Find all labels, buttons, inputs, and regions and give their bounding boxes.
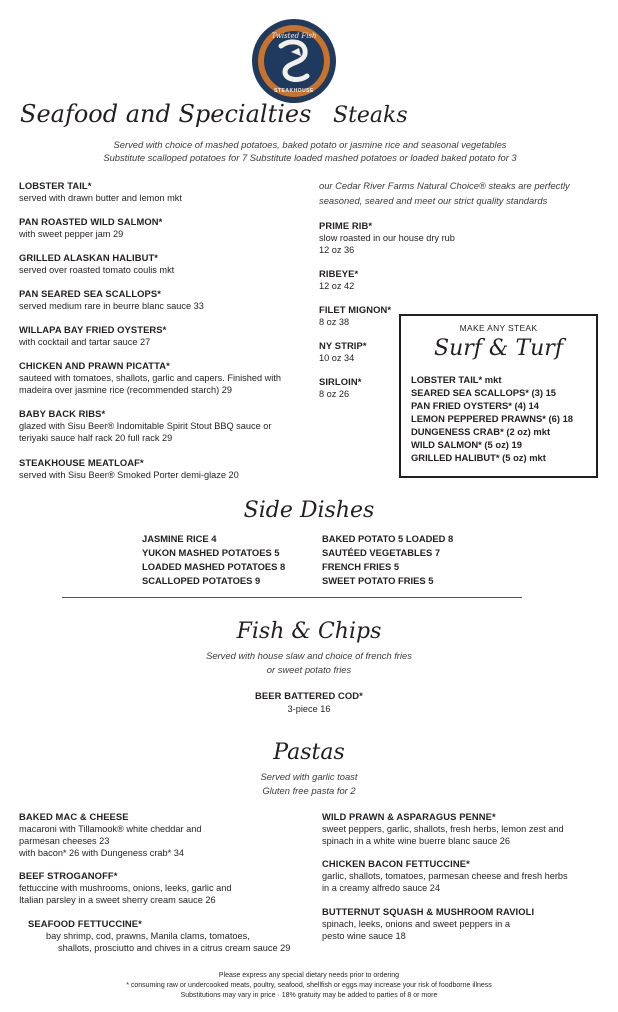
surf-turf-item: WILD SALMON* (5 oz) 19	[411, 439, 522, 450]
menu-item	[19, 457, 239, 481]
side-item: LOADED MASHED POTATOES 8	[142, 561, 286, 572]
item-desc: slow roasted in our house dry rub	[319, 233, 455, 243]
footer-line-1: Please express any special dietary needs prior to ordering	[218, 972, 400, 979]
surf-turf-small: MAKE ANY STEAK	[459, 323, 538, 333]
item-desc: served with Sisu Beer® Smoked Porter demi-glaze 20	[19, 470, 239, 480]
divider	[62, 597, 522, 598]
steaks-heading: Steaks	[333, 103, 408, 128]
intro-line-2: Substitute scalloped potatoes for 7 Substitute loaded mashed potatoes or loaded baked potato for 3	[103, 152, 517, 163]
steak-item	[319, 376, 361, 400]
item-name: STEAKHOUSE MEATLOAF*	[19, 457, 144, 468]
intro-line-1: Served with choice of mashed potatoes, baked potato or jasmine rice and seasonal vegetables	[113, 139, 507, 150]
menu-item	[19, 288, 204, 312]
side-item: BAKED POTATO 5 LOADED 8	[322, 533, 454, 544]
logo-bottom-text: STEAKHOUSE	[274, 88, 314, 94]
item-desc: with cocktail and tartar sauce 27	[19, 337, 151, 347]
pastas-heading: Pastas	[273, 740, 345, 765]
item-desc: 8 oz 26	[319, 389, 350, 399]
steak-item	[319, 268, 358, 292]
seafood-heading: Seafood and Specialties	[20, 100, 312, 128]
item-name: BEEF STROGANOFF*	[19, 870, 118, 881]
item-name: BAKED MAC & CHEESE	[19, 811, 129, 822]
item-name: SEAFOOD FETTUCCINE*	[28, 918, 142, 929]
pasta-item	[19, 870, 231, 906]
steaks-intro-line-2: seasoned, seared and meet our strict quality standards	[319, 195, 548, 206]
item-desc: Italian parsley in a sweet sherry cream sauce 26	[19, 895, 216, 905]
item-desc: spinach, leeks, onions and sweet peppers in a	[322, 919, 510, 929]
side-item: YUKON MASHED POTATOES 5	[142, 547, 280, 558]
item-name: WILD PRAWN & ASPARAGUS PENNE*	[322, 811, 496, 822]
menu-item	[19, 252, 174, 276]
logo-top-text: Twisted Fish	[271, 32, 317, 40]
fish-chips-item-desc: 3-piece 16	[287, 704, 331, 714]
item-desc: glazed with Sisu Beer® Indomitable Spirit Stout BBQ sauce or	[19, 421, 272, 431]
steak-item	[319, 304, 391, 328]
item-desc: spinach in a white wine buerre blanc sauce 26	[322, 836, 510, 846]
item-desc: sweet peppers, garlic, shallots, fresh herbs, lemon zest and	[322, 824, 564, 834]
fish-chips-item-name: BEER BATTERED COD*	[255, 690, 363, 701]
item-name: BUTTERNUT SQUASH & MUSHROOM RAVIOLI	[322, 906, 535, 917]
menu-item	[19, 360, 281, 396]
sides-left	[142, 532, 285, 588]
item-name: FILET MIGNON*	[319, 304, 392, 315]
item-name: BABY BACK RIBS*	[19, 408, 106, 419]
surf-turf-title: Surf & Turf	[434, 336, 563, 361]
surf-turf-item: SEARED SEA SCALLOPS* (3) 15	[411, 387, 556, 398]
fish-chips-line-1: Served with house slaw and choice of french fries	[206, 650, 412, 661]
side-item: JASMINE RICE 4	[142, 533, 217, 544]
menu-item	[19, 324, 166, 348]
surf-turf-item: LOBSTER TAIL* mkt	[411, 374, 502, 385]
item-desc: with sweet pepper jam 29	[19, 229, 124, 239]
menu-item	[19, 180, 182, 204]
item-name: CHICKEN AND PRAWN PICATTA*	[19, 360, 170, 371]
item-desc: parmesan cheeses 23	[19, 836, 110, 846]
item-desc: shallots, prosciutto and chives in a citrus cream sauce 29	[58, 943, 291, 953]
item-desc: served medium rare in beurre blanc sauce 33	[19, 301, 204, 311]
item-desc: sauteed with tomatoes, shallots, garlic and capers. Finished with	[19, 373, 281, 383]
item-desc: pesto wine sauce 18	[322, 931, 406, 941]
item-name: PRIME RIB*	[319, 220, 373, 231]
item-desc: served over roasted tomato coulis mkt	[19, 265, 175, 275]
footer-line-3: Substitutions may vary in price · 18% gratuity may be added to parties of 8 or more	[180, 992, 438, 999]
item-desc: teriyaki sauce half rack 20 full rack 29	[19, 433, 173, 443]
side-item: SAUTÉED VEGETABLES 7	[322, 547, 441, 558]
side-item: FRENCH FRIES 5	[322, 561, 400, 572]
side-item: SWEET POTATO FRIES 5	[322, 575, 434, 586]
pasta-item	[28, 918, 290, 954]
surf-turf-item: DUNGENESS CRAB* (2 oz) mkt	[411, 426, 551, 437]
item-name: CHICKEN BACON FETTUCCINE*	[322, 858, 470, 869]
pasta-item	[322, 811, 564, 847]
item-desc: in a creamy alfredo sauce 24	[322, 883, 440, 893]
item-desc: 8 oz 38	[319, 317, 350, 327]
footer-line-2: * consuming raw or undercooked meats, poultry, seafood, shellfish or eggs may increase your risk of foodborne illness	[126, 982, 492, 989]
item-name: PAN ROASTED WILD SALMON*	[19, 216, 163, 227]
item-name: GRILLED ALASKAN HALIBUT*	[19, 252, 159, 263]
fish-chips-line-2: or sweet potato fries	[266, 664, 352, 675]
pasta-item	[322, 906, 534, 942]
side-item: SCALLOPED POTATOES 9	[142, 575, 261, 586]
item-desc: 12 oz 42	[319, 281, 355, 291]
menu-item	[19, 216, 162, 240]
item-name: NY STRIP*	[319, 340, 367, 351]
steak-item	[319, 220, 455, 256]
sides-heading: Side Dishes	[243, 498, 375, 523]
item-name: PAN SEARED SEA SCALLOPS*	[19, 288, 162, 299]
menu-item	[19, 408, 271, 444]
item-name: LOBSTER TAIL*	[19, 180, 92, 191]
surf-turf-item: LEMON PEPPERED PRAWNS* (6) 18	[411, 413, 574, 424]
steaks-intro-line-1: our Cedar River Farms Natural Choice® steaks are perfectly	[319, 180, 570, 191]
surf-turf-item: GRILLED HALIBUT* (5 oz) mkt	[411, 452, 546, 463]
item-name: RIBEYE*	[319, 268, 359, 279]
surf-turf-list	[411, 373, 573, 464]
item-desc: with bacon* 26 with Dungeness crab* 34	[19, 848, 184, 858]
surf-turf-box	[399, 314, 598, 478]
pastas-line-1: Served with garlic toast	[260, 771, 358, 782]
item-desc: bay shrimp, cod, prawns, Manila clams, tomatoes,	[46, 931, 250, 941]
pasta-item	[322, 858, 568, 894]
item-desc: 12 oz 36	[319, 245, 355, 255]
steak-item	[319, 340, 367, 364]
sides-right	[322, 532, 453, 588]
item-desc: served with drawn butter and lemon mkt	[19, 193, 182, 203]
item-desc: macaroni with Tillamook® white cheddar and	[19, 824, 202, 834]
pasta-item	[19, 811, 201, 859]
item-name: SIRLOIN*	[319, 376, 362, 387]
item-name: WILLAPA BAY FRIED OYSTERS*	[19, 324, 167, 335]
item-desc: 10 oz 34	[319, 353, 355, 363]
fish-chips-heading: Fish & Chips	[236, 619, 382, 644]
item-desc: fettuccine with mushrooms, onions, leeks, garlic and	[19, 883, 232, 893]
item-desc: garlic, shallots, tomatoes, parmesan cheese and fresh herbs	[322, 871, 568, 881]
logo	[251, 18, 337, 104]
pastas-line-2: Gluten free pasta for 2	[262, 785, 356, 796]
surf-turf-item: PAN FRIED OYSTERS* (4) 14	[411, 400, 539, 411]
item-desc: madeira over jasmine rice (recommended starch) 29	[19, 385, 232, 395]
